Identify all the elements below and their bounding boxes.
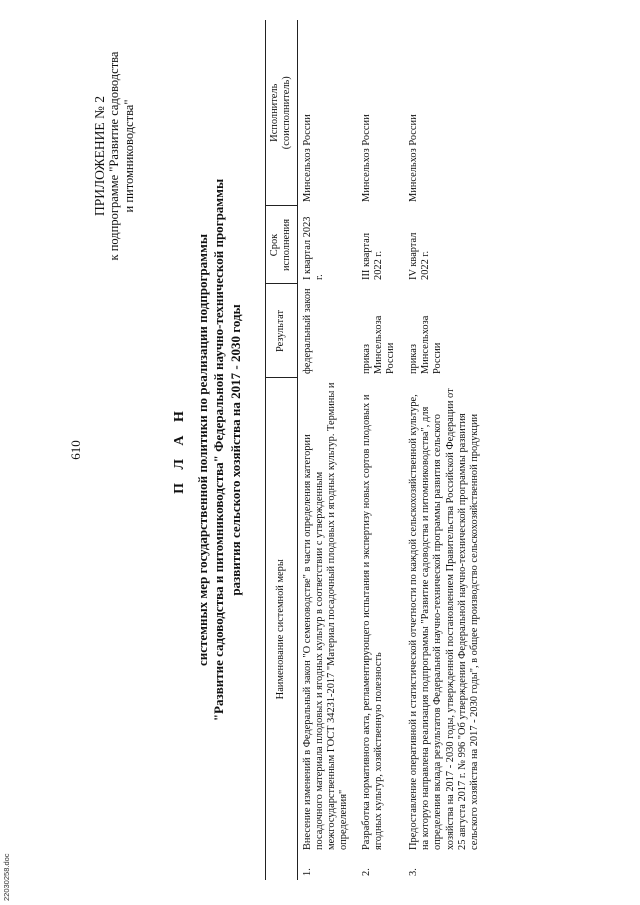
- title-line-3: развития сельского хозяйства на 2017 - 2030 годы: [227, 304, 243, 596]
- header-result: Результат: [266, 284, 298, 378]
- header-deadline: [266, 206, 298, 284]
- header-deadline-line-2: исполнения: [281, 218, 293, 272]
- row-executor: Минсельхоз России: [301, 114, 313, 202]
- row-executor: Минсельхоз России: [407, 114, 419, 202]
- row-number: 3.: [407, 868, 419, 876]
- header-executor: [266, 20, 298, 206]
- row-executor: Минсельхоз России: [360, 114, 372, 202]
- row-result: приказ Минсельхоза России: [360, 315, 397, 374]
- title-line-1: системных мер государственной политики по реализации подпрограммы: [194, 233, 210, 667]
- table-row: [297, 20, 357, 880]
- row-number: 1.: [301, 868, 313, 876]
- header-measure: Наименование системной меры: [266, 378, 298, 880]
- row-deadline: III квартал 2022 г.: [360, 232, 385, 280]
- doc-code: 22030258.doc: [2, 853, 11, 901]
- row-measure: Разработка нормативного акта, регламентирующего испытания и экспертизу новых сортов плодовых и ягодных культур, хозяйственную полезность: [360, 394, 385, 850]
- page-number: 610: [68, 440, 83, 460]
- header-deadline-line-1: Срок: [269, 233, 280, 257]
- table-row: [357, 20, 404, 880]
- table-header-row: [266, 20, 298, 880]
- row-measure: Внесение изменений в Федеральный закон "О семеноводстве" в части определения категории посадочного материала плодовых и ягодных культур в соответствии с утвержденным межгосударственным ГОСТ 34231-2017 "Материал посадочный плодовых и ягодных культур. Термины и определения": [301, 382, 350, 850]
- row-deadline: IV квартал 2022 г.: [407, 232, 431, 280]
- measures-table: [265, 20, 487, 880]
- appendix-line-2: и питомниководства": [122, 99, 136, 213]
- row-result: федеральный закон: [301, 288, 313, 374]
- table-row: [404, 20, 488, 880]
- title-plan: П Л А Н: [172, 406, 187, 494]
- appendix-line-1: к подпрограмме "Развитие садоводства: [107, 51, 121, 261]
- header-executor-line-2: (соисполнитель): [281, 76, 293, 150]
- row-deadline: I квартал 2023 г.: [301, 216, 325, 280]
- appendix-block: [92, 26, 137, 286]
- appendix-heading: ПРИЛОЖЕНИЕ № 2: [92, 95, 107, 217]
- title-line-2: "Развитие садоводства и питомниководства" Федеральной научно-технической программы: [211, 178, 226, 722]
- row-measure: Предоставление оперативной и статистической отчетности по каждой сельскохозяйственной культуре, на которую направлена реализация подпрограммы "Развитие садоводства и питомниководства", для определения вклада результатов Федеральной научно-технической программы развития сельского хозяйства на 2017 - 2030 годы, утвержденной постановлением Правительства Российской Федерации от 25 августа 2017 г. № 996 "Об утверждении Федеральной научно-технической программы развития сельского хозяйства на 2017 - 2030 годы", в общее производство сельскохозяйственной продукции: [407, 388, 481, 850]
- document-title: [172, 20, 244, 880]
- header-executor-line-1: Исполнитель: [269, 83, 280, 142]
- rotated-content: [60, 20, 620, 880]
- row-number: 2.: [360, 868, 372, 876]
- row-result: приказ Минсельхоза России: [407, 315, 444, 374]
